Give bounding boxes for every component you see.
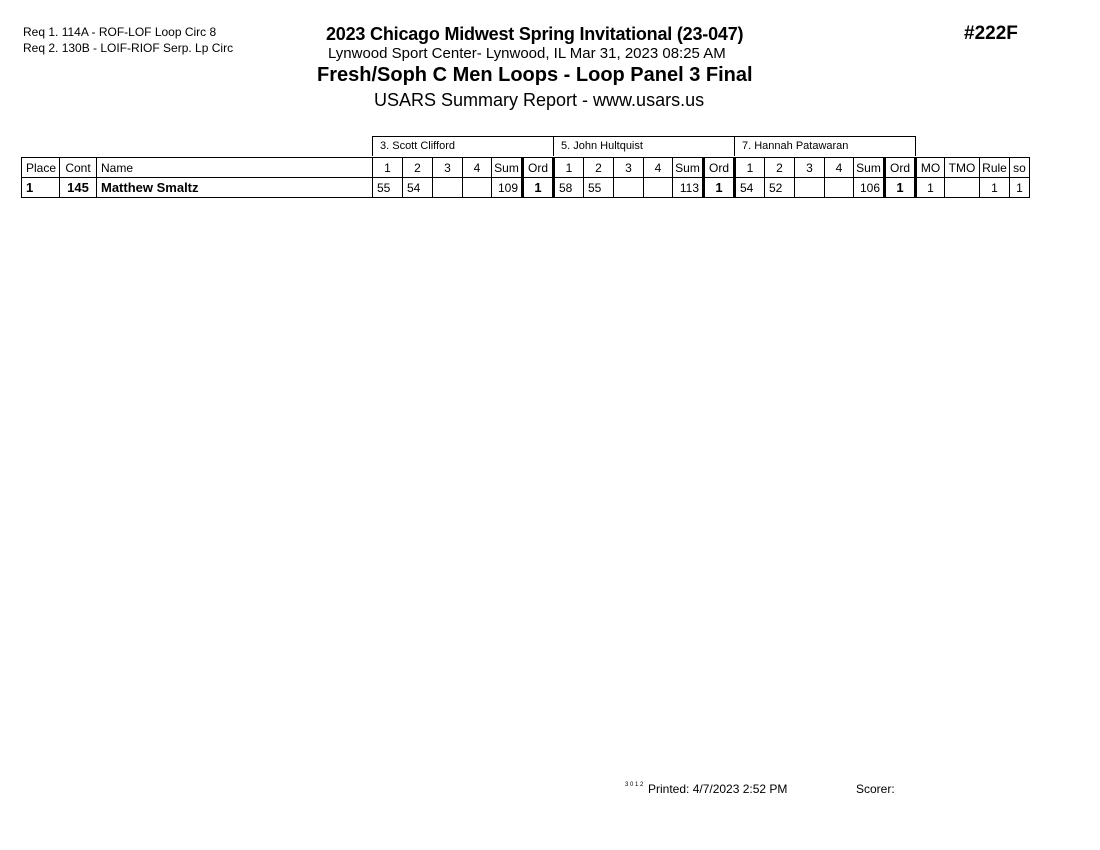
- cell-j1-2: 54: [403, 178, 433, 198]
- cell-j3-sum: 106: [854, 178, 885, 198]
- cell-rule: 1: [980, 178, 1010, 198]
- event-name: Fresh/Soph C Men Loops - Loop Panel 3 Final: [317, 64, 753, 86]
- cell-mo: 1: [916, 178, 945, 198]
- printed-date: Printed: 4/7/2023 2:52 PM: [648, 782, 788, 796]
- col-cont: Cont: [60, 158, 97, 178]
- requirement-1: Req 1. 114A - ROF-LOF Loop Circ 8: [23, 25, 217, 39]
- col-name: Name: [97, 158, 373, 178]
- cell-j1-sum: 109: [492, 178, 523, 198]
- col-j3-3: 3: [795, 158, 825, 178]
- col-so: so: [1010, 158, 1030, 178]
- scorer-label: Scorer:: [856, 782, 895, 796]
- cell-j1-ord: 1: [523, 178, 554, 198]
- cell-j1-4: [463, 178, 492, 198]
- competition-title: 2023 Chicago Midwest Spring Invitational (23-047): [326, 24, 744, 44]
- col-place: Place: [22, 158, 60, 178]
- col-j1-sum: Sum: [492, 158, 523, 178]
- cell-j3-2: 52: [765, 178, 795, 198]
- col-j2-sum: Sum: [673, 158, 704, 178]
- judge-1-name: 3. Scott Clifford: [373, 137, 554, 156]
- cell-j2-1: 58: [554, 178, 584, 198]
- col-j1-ord: Ord: [523, 158, 554, 178]
- judge-2-name: 5. John Hultquist: [554, 137, 735, 156]
- cell-j3-4: [825, 178, 854, 198]
- col-j3-2: 2: [765, 158, 795, 178]
- cell-so: 1: [1010, 178, 1030, 198]
- report-name: USARS Summary Report - www.usars.us: [374, 90, 705, 110]
- table-row: [22, 178, 1030, 198]
- col-j1-2: 2: [403, 158, 433, 178]
- venue-date: Lynwood Sport Center- Lynwood, IL Mar 31, 2023 08:25 AM: [328, 45, 726, 62]
- col-j1-3: 3: [433, 158, 463, 178]
- col-j2-3: 3: [614, 158, 644, 178]
- judge-header: [372, 136, 916, 156]
- cell-j2-4: [644, 178, 673, 198]
- event-code: #222F: [964, 23, 1018, 44]
- header-row: [22, 158, 1030, 178]
- col-j2-1: 1: [554, 158, 584, 178]
- cell-j2-sum: 113: [673, 178, 704, 198]
- col-j1-4: 4: [463, 158, 492, 178]
- footer-small-code: 3 0 1 2: [625, 782, 644, 788]
- cell-j1-1: 55: [373, 178, 403, 198]
- results-table: [21, 157, 1030, 198]
- cell-cont: 145: [60, 178, 97, 198]
- col-j3-ord: Ord: [885, 158, 916, 178]
- col-j2-2: 2: [584, 158, 614, 178]
- col-j2-ord: Ord: [704, 158, 735, 178]
- cell-j2-3: [614, 178, 644, 198]
- cell-tmo: [945, 178, 980, 198]
- cell-j3-1: 54: [735, 178, 765, 198]
- cell-j1-3: [433, 178, 463, 198]
- cell-name: Matthew Smaltz: [97, 178, 373, 198]
- judge-3-name: 7. Hannah Patawaran: [735, 137, 916, 156]
- col-tmo: TMO: [945, 158, 980, 178]
- cell-j2-2: 55: [584, 178, 614, 198]
- col-j3-4: 4: [825, 158, 854, 178]
- requirement-2: Req 2. 130B - LOIF-RIOF Serp. Lp Circ: [23, 41, 234, 55]
- col-j2-4: 4: [644, 158, 673, 178]
- cell-j3-ord: 1: [885, 178, 916, 198]
- col-rule: Rule: [980, 158, 1010, 178]
- col-j3-sum: Sum: [854, 158, 885, 178]
- cell-j2-ord: 1: [704, 178, 735, 198]
- cell-place: 1: [22, 178, 60, 198]
- col-mo: MO: [916, 158, 945, 178]
- col-j3-1: 1: [735, 158, 765, 178]
- cell-j3-3: [795, 178, 825, 198]
- col-j1-1: 1: [373, 158, 403, 178]
